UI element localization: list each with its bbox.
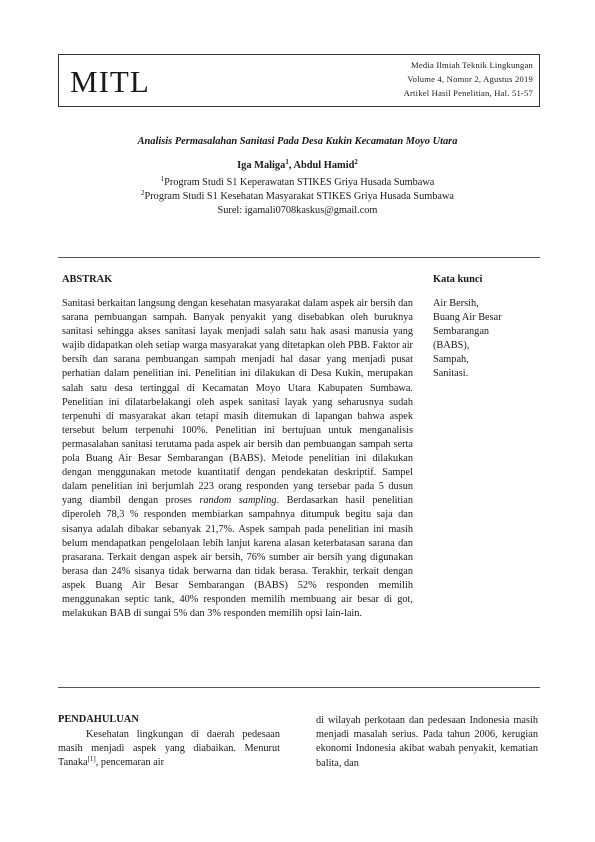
journal-volume: Volume 4, Nomor 2, Agustus 2019 xyxy=(407,74,533,84)
intro-col1-text-1: Kesehatan lingkungan di daerah pedesaan masih menjadi aspek yang diabaikan. Menurut Tanaka xyxy=(58,729,280,769)
author-separator: , xyxy=(288,160,294,171)
affiliation-2 xyxy=(0,190,595,204)
author-1-affiliation-mark: 1 xyxy=(285,158,289,166)
abstract-bottom-rule xyxy=(58,687,540,688)
paper-title: Analisis Permasalahan Sanitasi Pada Desa Kukin Kecamatan Moyo Utara xyxy=(137,136,458,147)
introduction-column-2: di wilayah perkotaan dan pedesaan Indonesia masih menjadi masalah serius. Pada tahun 2006, kerugian ekonomi Indonesia akibat wabah penyakit, kematian balita, dan xyxy=(316,715,538,769)
author-line xyxy=(0,160,595,171)
keyword-item: (BABS), xyxy=(433,340,470,352)
abstract-text-2: . Berdasarkan hasil penelitian diperoleh 78,3 % responden membiarkan sampahnya ditumpuk begitu saja dan sisanya adalah dibakar sebanyak 21,7%. Aspek sampah pada penelitian ini masih belum mendapatkan pengelolaan lebih lanjut karena alasan keterbatasan sarana dan prasarana. Terkait dengan aspek air bersih, 76% sumber air bersih yang digunakan berasa dan 24% sisanya tidak berwarna dan tidak berasa. Terakhir, terkait dengan aspek Buang Air Besar Sembarangan (BABS) 52% responden memilih menggunakan septic tank, 40% responden memilih membuang air besar di got, melakukan BAB di sungai 5% dan 3% responden memilih opsi lain-lain. xyxy=(62,495,413,620)
affiliation-1-mark: 1 xyxy=(160,175,165,183)
affiliation-1-text: Program Studi S1 Keperawatan STIKES Griya Husada Sumbawa xyxy=(164,177,435,188)
author-2-affiliation-mark: 2 xyxy=(354,158,358,166)
introduction-heading: PENDAHULUAN xyxy=(58,714,139,725)
journal-info xyxy=(404,58,533,100)
affiliation-2-mark: 2 xyxy=(141,189,145,197)
citation-ref: [1] xyxy=(87,755,96,764)
keyword-item: Sanitasi. xyxy=(433,368,469,380)
affiliation-2-text: Program Studi S1 Kesehatan Masyarakat STIKES Griya Husada Sumbawa xyxy=(144,191,454,202)
keywords-heading: Kata kunci xyxy=(433,274,483,285)
keyword-list xyxy=(433,297,502,382)
affiliation-1 xyxy=(0,176,595,190)
abstract-italic-term: random sampling xyxy=(199,495,277,507)
article-info: Artikel Hasil Penelitian, Hal. 51-57 xyxy=(403,88,533,98)
abstract-top-rule xyxy=(58,257,540,258)
keyword-item: Buang Air Besar xyxy=(433,312,502,324)
journal-name: Media Ilmiah Teknik Lingkungan xyxy=(411,60,533,70)
abstract-text-1: Sanitasi berkaitan langsung dengan kesehatan masyarakat dalam aspek air bersih dan sarana pembuangan sampah. Banyak penyakit yang disebabkan oleh buruknya sanitasi sehingga akses sanitasi layak menjadi salah satu hak asasi manusia yang wajib didapatkan oleh setiap warga masyarakat yang ditetapkan oleh PBB. Faktor air bersih dan sarana pembuangan sampah menjadi hal dasar yang menjadi pusat perhatian dalam penelitian ini. Penelitian ini dilakukan di Desa Kukin, merupakan salah satu desa tertinggal di Kecamatan Moyo Utara Kabupaten Sumbawa. Penelitian ini dilatarbelakangi oleh aspek sanitasi layak yang seharusnya sudah terpenuhi di masyarakat akan tetapi masih ditemukan di lapangan bahwa aspek tersebut belum terpenuhi 100%. Penelitian ini bertujuan untuk menganalisis permasalahan sanitasi terutama pada aspek air bersih dan pembuangan sampah serta pola Buang Air Besar Sembarangan (BABS). Metode penelitian ini dilakukan dengan menggunakan metode kuantitatif dengan pendekatan deskriptif. Sampel dalam penelitian ini berjumlah 223 orang responden yang tersebar pada 5 dusun yang diambil dengan proses xyxy=(62,298,413,507)
abstract-body xyxy=(62,297,413,621)
abstract-heading: ABSTRAK xyxy=(62,274,113,285)
keyword-item: Sampah, xyxy=(433,354,469,366)
keyword-item: Air Bersih, xyxy=(433,298,479,309)
journal-abbreviation: MITL xyxy=(70,64,150,99)
introduction-column-1 xyxy=(58,728,280,771)
author-1: Iga Maliga xyxy=(237,160,286,171)
keyword-item: Sembarangan xyxy=(433,326,490,338)
author-2: Abdul Hamid xyxy=(293,160,355,171)
intro-col1-text-2: , pencemaran air xyxy=(95,757,165,769)
author-email: Surel: igamali0708kaskus@gmail.com xyxy=(217,205,378,216)
